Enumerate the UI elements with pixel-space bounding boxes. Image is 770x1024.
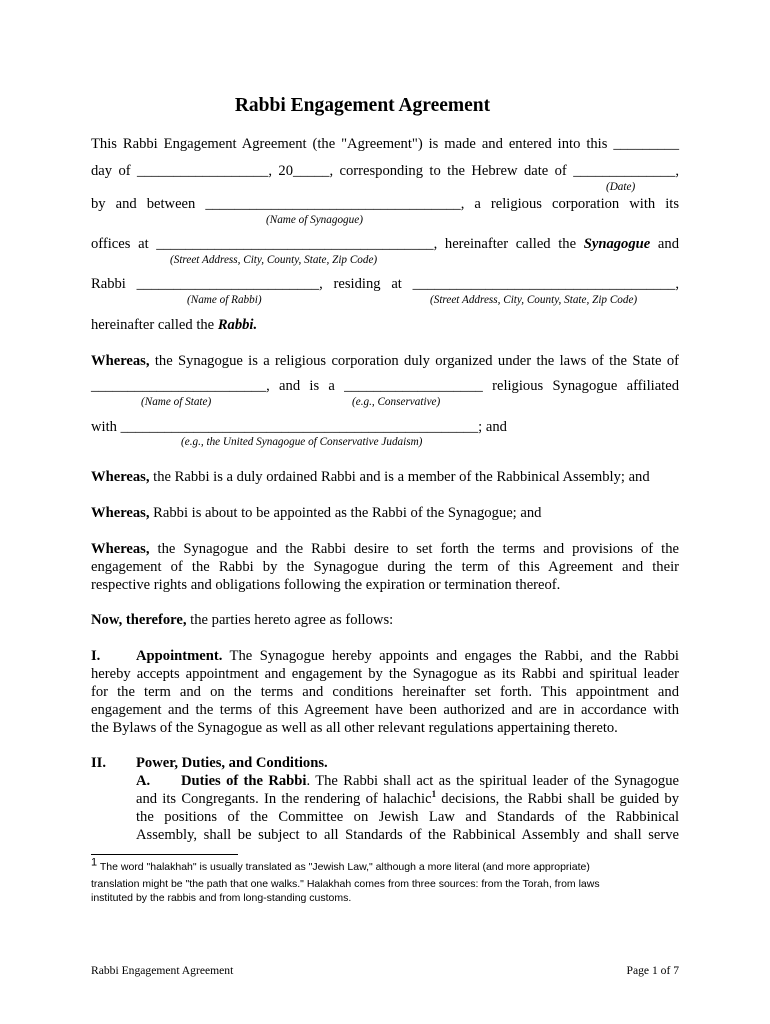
footnote-mark: 1 <box>91 856 98 869</box>
caption-date: (Date) <box>606 181 636 193</box>
caption-affiliation: (e.g., the United Synagogue of Conservative Judaism) <box>181 436 423 448</box>
footnote-line-2: translation might be "the path that one walks." Halakhah comes from three sources: from the Torah, from laws <box>91 878 600 890</box>
caption-synagogue-name: (Name of Synagogue) <box>266 214 363 226</box>
footer-page-number: Page 1 of 7 <box>626 964 679 977</box>
whereas-4-line-3: respective rights and obligations following the expiration or termination thereof. <box>91 577 561 593</box>
document-title: Rabbi Engagement Agreement <box>234 95 491 116</box>
whereas-1-line-2: ________________________, and is a ___________________ religious Synagogue affiliated <box>91 378 679 394</box>
caption-rabbi-name: (Name of Rabbi) <box>187 294 262 306</box>
section-2a-line-4: Assembly, shall be subject to all Standards of the Rabbinical Assembly and shall serve <box>136 827 679 843</box>
section-1-number: I. <box>91 648 101 664</box>
whereas-1-line-3: with _________________________________________________; and <box>91 419 507 435</box>
whereas-1-line-1: Whereas, the Synagogue is a religious corporation duly organized under the laws of the State of <box>91 353 679 369</box>
section-2a-line-2: and its Congregants. In the rendering of halachic$^1$ decisions, the Rabbi shall be guided by <box>136 789 679 807</box>
section-2a-heading: Duties of the Rabbi <box>181 773 307 789</box>
intro-line-2: day of __________________, 20_____, corresponding to the Hebrew date of ______________, <box>91 163 679 179</box>
section-1-line-2: hereby accepts appointment and engagement by the Synagogue as its Rabbi and spiritual leader <box>91 666 679 682</box>
section-1-line-4: engagement and the terms of this Agreement have been authorized and are in accordance with <box>91 702 679 718</box>
whereas-4-line-1: Whereas, the Synagogue and the Rabbi desire to set forth the terms and provisions of the <box>91 541 679 557</box>
caption-denomination: (e.g., Conservative) <box>352 396 441 408</box>
footnote-line-3: instituted by the rabbis and from long-standing customs. <box>91 892 352 904</box>
section-2-heading: Power, Duties, and Conditions. <box>136 755 328 771</box>
section-1-line-5: the Bylaws of the Synagogue as well as all other relevant regulations appertaining thereto. <box>91 720 618 736</box>
caption-street-address-2: (Street Address, City, County, State, Zip Code) <box>430 294 638 306</box>
footer-document-title: Rabbi Engagement Agreement <box>91 964 234 977</box>
whereas-4-line-2: engagement of the Rabbi by the Synagogue during the term of this Agreement and their <box>91 559 679 575</box>
section-1-line-1 <box>91 647 100 665</box>
section-1-line-1-text: Appointment. The Synagogue hereby appoints and engages the Rabbi, and the Rabbi <box>136 648 679 664</box>
footnote-line-1: $^1$ The word "halakhah" is usually translated as "Jewish Law," although a more literal (and more appropriate) <box>91 856 590 873</box>
caption-state-name: (Name of State) <box>141 396 212 408</box>
intro-line-4: offices at ______________________________________, hereinafter called the Synagogue and <box>91 236 679 252</box>
caption-street-address: (Street Address, City, County, State, Zip Code) <box>170 254 378 266</box>
whereas-2: Whereas, the Rabbi is a duly ordained Rabbi and is a member of the Rabbinical Assembly; and <box>91 469 650 485</box>
section-2-number: II. <box>91 755 107 771</box>
now-therefore: Now, therefore, the parties hereto agree as follows: <box>91 612 394 628</box>
section-2a-line-1: Duties of the Rabbi. The Rabbi shall act as the spiritual leader of the Synagogue <box>181 773 680 789</box>
section-2a-line-3: the positions of the Committee on Jewish Law and Standards of the Rabbinical <box>136 809 679 825</box>
intro-line-5: Rabbi _________________________, residing at ____________________________________, <box>91 276 679 292</box>
footnote-separator <box>91 854 238 855</box>
footnote-reference[interactable]: 1 <box>431 789 437 800</box>
intro-line-1: This Rabbi Engagement Agreement (the "Agreement") is made and entered into this _________ <box>91 136 679 152</box>
intro-line-3: by and between ___________________________________, a religious corporation with its <box>91 196 679 212</box>
intro-line-6: hereinafter called the Rabbi. <box>91 317 258 333</box>
section-1-line-3: for the term and on the terms and conditions hereinafter set forth. This appointment and <box>91 684 679 700</box>
term-synagogue: Synagogue <box>583 236 651 252</box>
section-1-heading: Appointment. <box>136 648 223 664</box>
whereas-3: Whereas, Rabbi is about to be appointed as the Rabbi of the Synagogue; and <box>91 505 542 521</box>
section-2a-number: A. <box>136 773 151 789</box>
term-rabbi: Rabbi. <box>217 317 258 333</box>
